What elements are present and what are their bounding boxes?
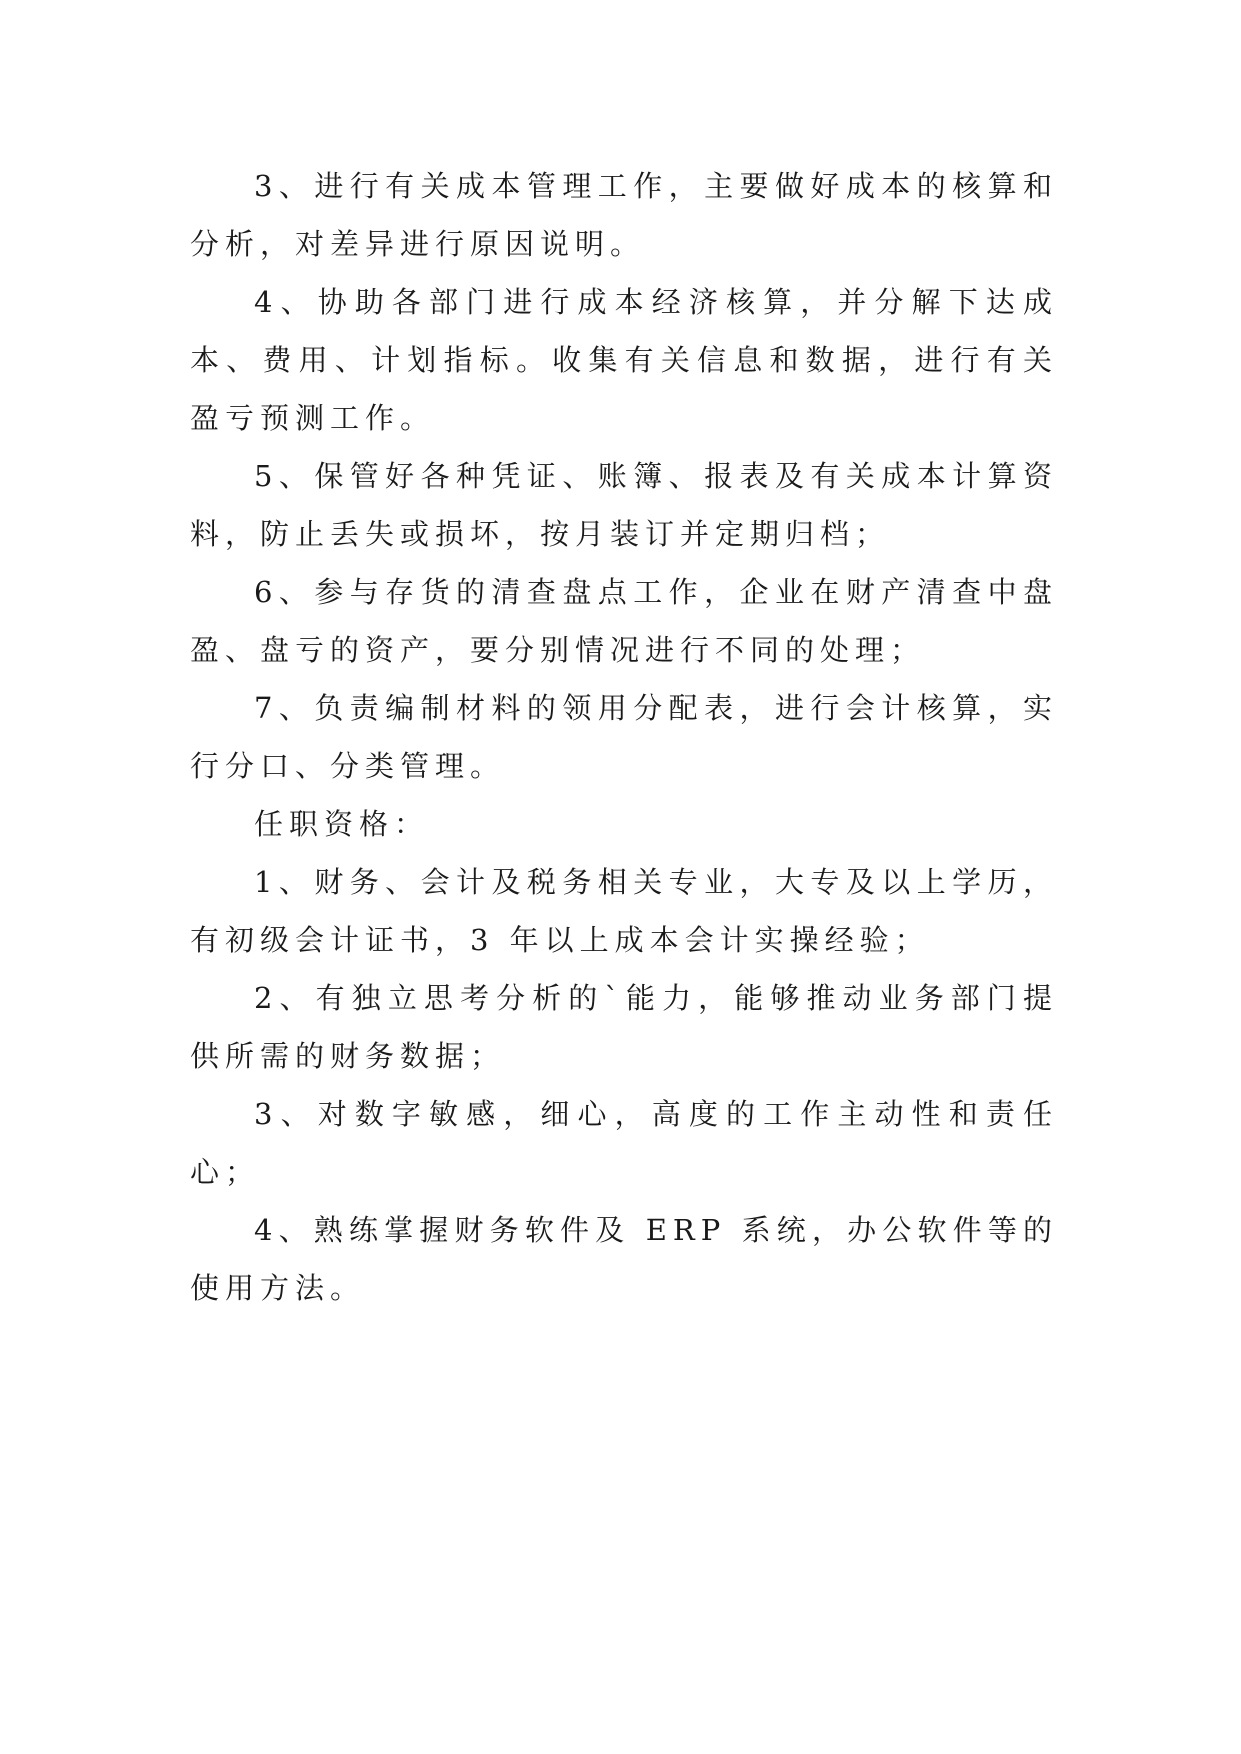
paragraph-duty-4: 4、协助各部门进行成本经济核算，并分解下达成本、费用、计划指标。收集有关信息和数据，进行有关盈亏预测工作。 <box>190 285 1058 435</box>
paragraph-qualification-4: 4、熟练掌握财务软件及 ERP 系统，办公软件等的使用方法。 <box>190 1213 1058 1305</box>
paragraph-duty-3: 3、进行有关成本管理工作，主要做好成本的核算和分析，对差异进行原因说明。 <box>190 169 1058 261</box>
paragraph-duty-7: 7、负责编制材料的领用分配表，进行会计核算，实行分口、分类管理。 <box>190 691 1058 783</box>
paragraph-qualification-3: 3、对数字敏感，细心，高度的工作主动性和责任心； <box>190 1097 1058 1189</box>
section-heading-qualifications: 任职资格： <box>254 807 430 841</box>
paragraph-duty-5: 5、保管好各种凭证、账簿、报表及有关成本计算资料，防止丢失或损坏，按月装订并定期归档； <box>190 459 1058 551</box>
paragraph-qualification-2: 2、有独立思考分析的`能力，能够推动业务部门提供所需的财务数据； <box>190 981 1058 1073</box>
document-body <box>190 157 1058 1317</box>
paragraph-qualification-1: 1、财务、会计及税务相关专业，大专及以上学历，有初级会计证书，3 年以上成本会计实操经验； <box>190 865 1058 957</box>
paragraph-duty-6: 6、参与存货的清查盘点工作，企业在财产清查中盘盈、盘亏的资产，要分别情况进行不同的处理； <box>190 575 1058 667</box>
